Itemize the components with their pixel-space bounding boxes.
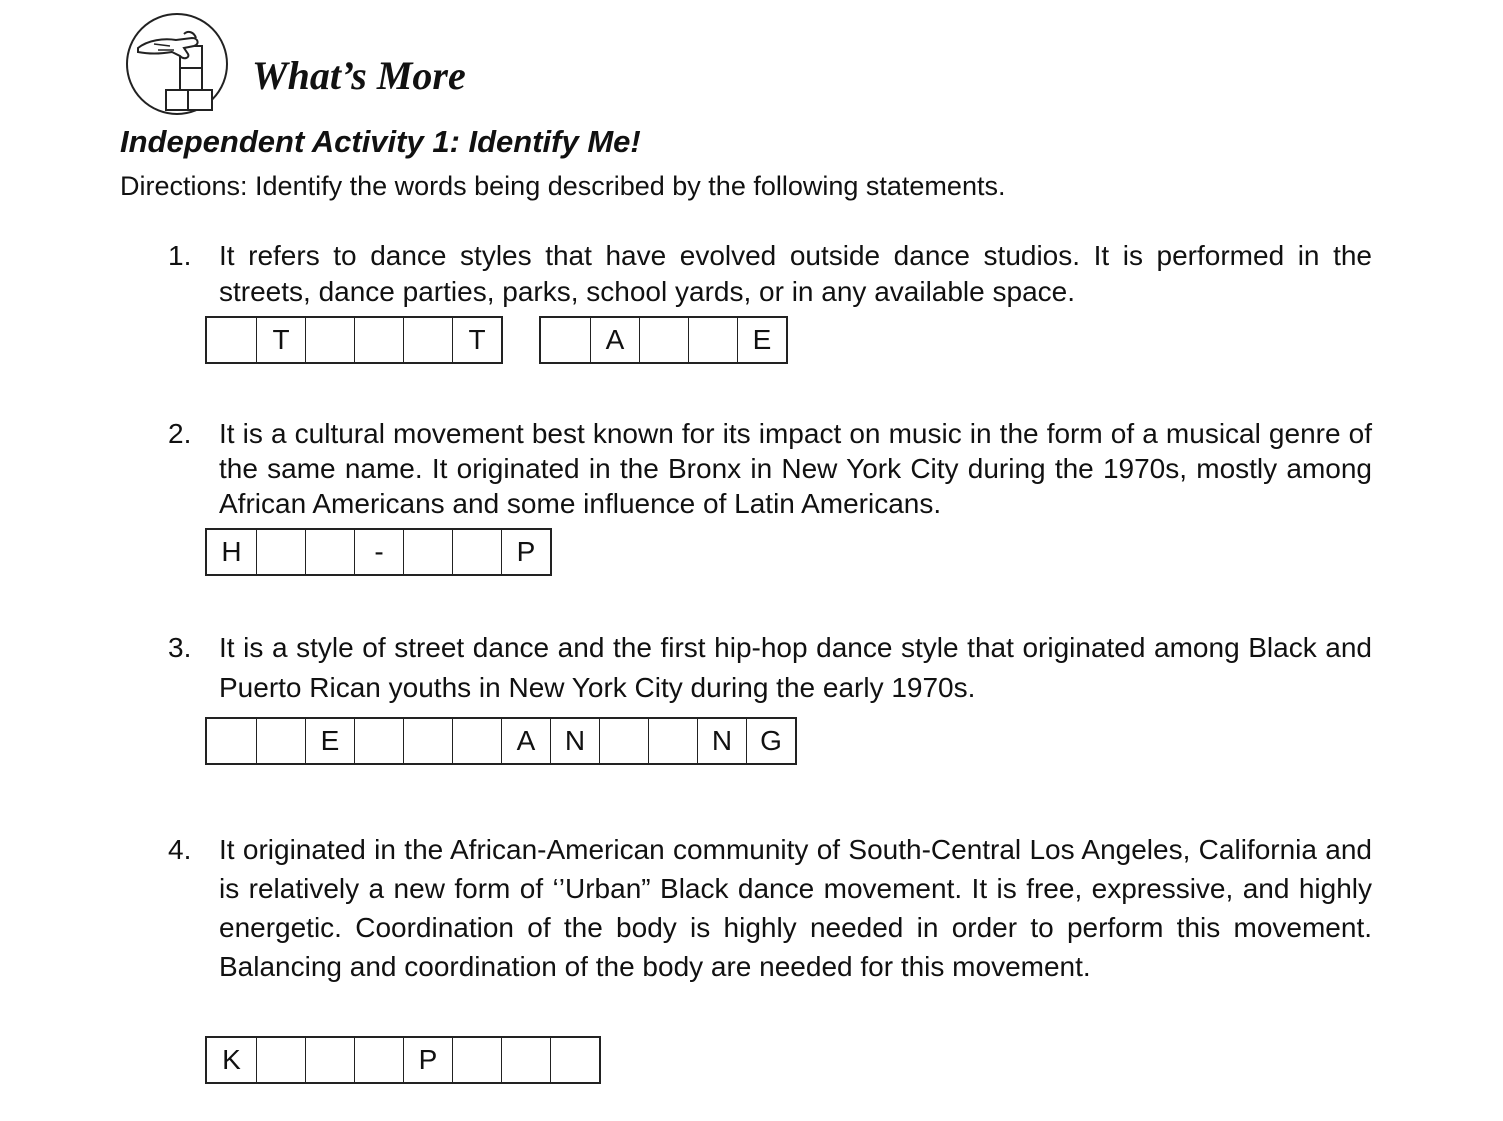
question-number: 2. [168, 418, 192, 449]
answer-cell[interactable]: N [550, 719, 599, 763]
answer-cell[interactable] [305, 1038, 354, 1082]
section-title: What’s More [252, 53, 466, 98]
answer-cell[interactable] [688, 318, 737, 362]
hand-building-blocks-icon [124, 12, 230, 116]
answer-word-1 [205, 1036, 601, 1084]
answer-cell[interactable] [452, 719, 501, 763]
answer-grid [205, 717, 797, 765]
question-number: 3. [168, 632, 192, 663]
answer-cell[interactable] [207, 719, 256, 763]
question-statement: It is a style of street dance and the first hip-hop dance style that originated among Black and Puerto Rican youths in New York City during the early 1970s. [219, 632, 1372, 703]
answer-cell[interactable]: E [305, 719, 354, 763]
question-number: 4. [168, 834, 192, 865]
answer-word-1 [205, 316, 503, 364]
answer-word-1 [205, 528, 552, 576]
answer-word-1 [205, 717, 797, 765]
answer-cell[interactable]: A [590, 318, 639, 362]
answer-cell[interactable]: T [452, 318, 501, 362]
answer-cell[interactable]: P [501, 530, 550, 574]
answer-cell[interactable] [452, 1038, 501, 1082]
answer-cell[interactable] [207, 318, 256, 362]
answer-cell[interactable] [599, 719, 648, 763]
answer-cell[interactable]: - [354, 530, 403, 574]
answer-grid [205, 1036, 601, 1084]
answer-cell[interactable] [256, 530, 305, 574]
answer-cell[interactable] [550, 1038, 599, 1082]
directions-text: Directions: Identify the words being described by the following statements. [120, 171, 1006, 201]
answer-cell[interactable] [639, 318, 688, 362]
answer-cell[interactable]: A [501, 719, 550, 763]
question-statement: It originated in the African-American community of South-Central Los Angeles, California and is relatively a new form of ‘’Urban” Black dance movement. It is free, expressive, and highly energetic. Coordination of the body is highly needed in order to perform this movement. Balancing and coordination of the body are needed for this movement. [219, 834, 1372, 982]
answer-cell[interactable]: P [403, 1038, 452, 1082]
answer-cell[interactable] [452, 530, 501, 574]
answer-cell[interactable]: T [256, 318, 305, 362]
answer-word-2 [539, 316, 788, 364]
answer-cell[interactable] [354, 318, 403, 362]
answer-cell[interactable] [501, 1038, 550, 1082]
activity-title: Independent Activity 1: Identify Me! [120, 124, 641, 159]
answer-cell[interactable] [256, 1038, 305, 1082]
answer-cell[interactable]: K [222, 1044, 241, 1075]
question-number: 1. [168, 240, 192, 271]
answer-cell[interactable]: H [221, 536, 242, 567]
answer-grid [205, 528, 552, 576]
answer-cell[interactable] [305, 530, 354, 574]
answer-cell[interactable] [403, 530, 452, 574]
answer-cell[interactable] [354, 1038, 403, 1082]
answer-grid [205, 316, 788, 364]
answer-cell[interactable] [403, 318, 452, 362]
answer-cell[interactable] [403, 719, 452, 763]
question-statement: It refers to dance styles that have evolved outside dance studios. It is performed in the streets, dance parties, parks, school yards, or in any available space. [219, 240, 1372, 307]
answer-cell[interactable] [256, 719, 305, 763]
question-statement: It is a cultural movement best known for its impact on music in the form of a musical genre of the same name. It originated in the Bronx in New York City during the 1970s, mostly among African Americans and some influence of Latin Americans. [219, 418, 1372, 519]
answer-cell[interactable]: N [697, 719, 746, 763]
answer-cell[interactable] [354, 719, 403, 763]
answer-cell[interactable]: E [737, 318, 786, 362]
answer-cell[interactable] [648, 719, 697, 763]
answer-cell[interactable]: G [746, 719, 795, 763]
answer-cell[interactable] [305, 318, 354, 362]
answer-cell[interactable] [541, 318, 590, 362]
